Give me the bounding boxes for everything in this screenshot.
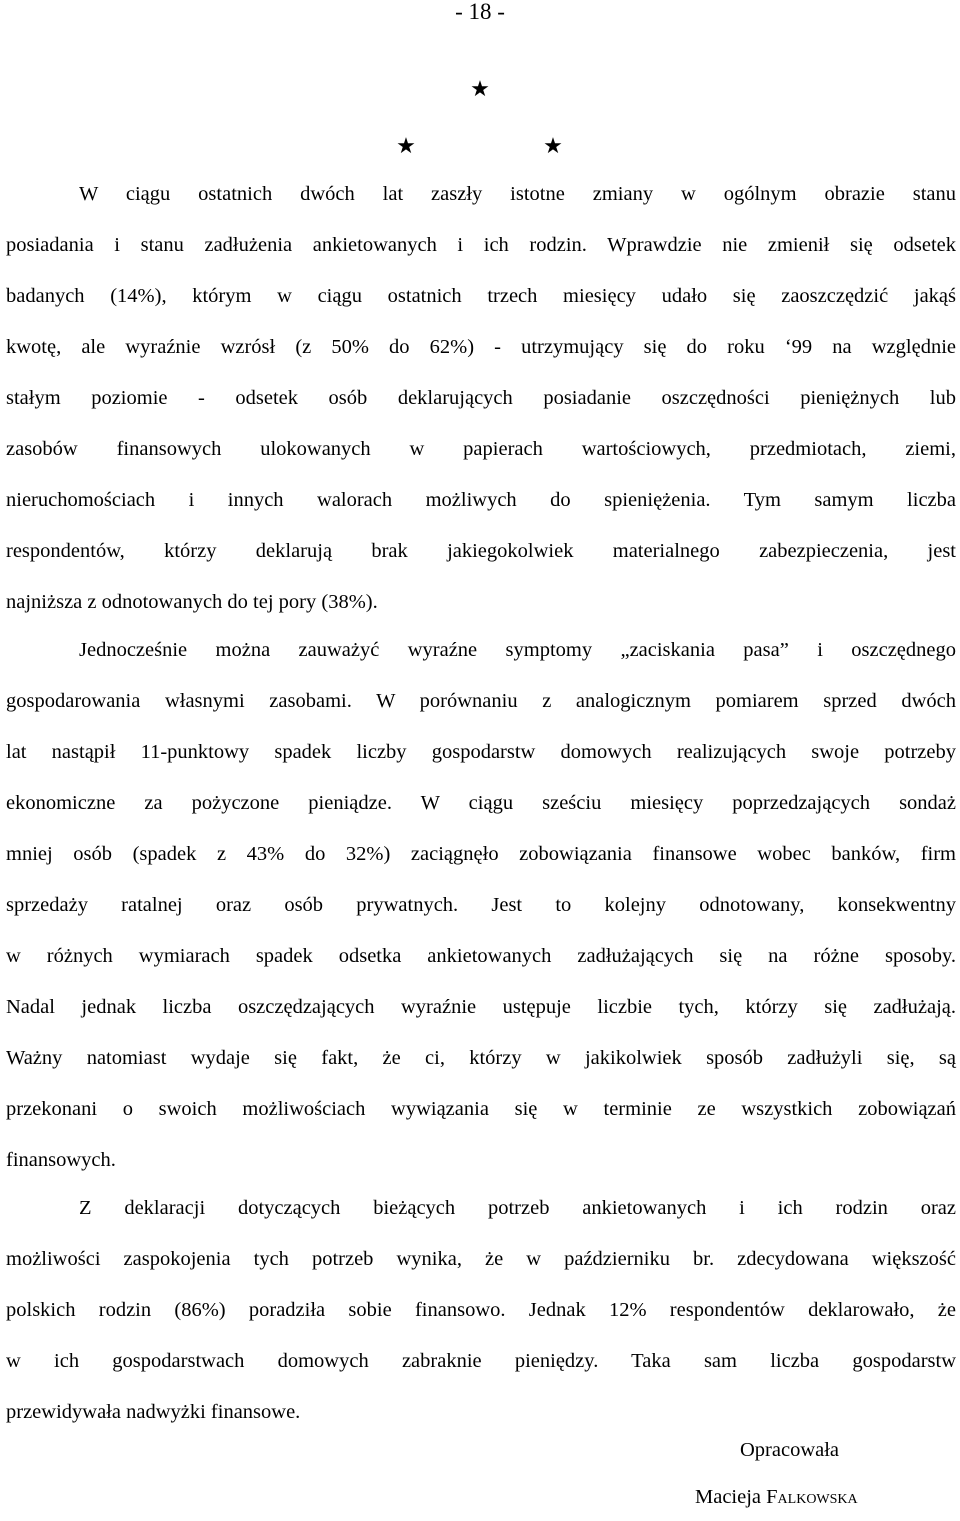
signature-last-name: Falkowska — [766, 1486, 858, 1508]
text-line: polskich rodzin (86%) poradziła sobie finansowo. Jednak 12% respondentów deklarowało, że — [6, 1299, 956, 1321]
text-line: Jednocześnie można zauważyć wyraźne symptomy „zaciskania pasa” i oszczędnego — [79, 639, 956, 661]
text-line: przewidywała nadwyżki finansowe. — [6, 1401, 301, 1423]
text-line: mniej osób (spadek z 43% do 32%) zaciągnęło zobowiązania finansowe wobec banków, firm — [6, 843, 956, 865]
signature-first-name: Macieja — [695, 1486, 762, 1508]
text-line: posiadania i stanu zadłużenia ankietowanych i ich rodzin. Wprawdzie nie zmienił się odsetek — [6, 234, 956, 256]
text-line: Ważny natomiast wydaje się fakt, że ci, którzy w jakikolwiek sposób zadłużyli się, są — [6, 1047, 956, 1069]
text-line: sprzedaży ratalnej oraz osób prywatnych. Jest to kolejny odnotowany, konsekwentny — [6, 894, 956, 916]
text-line: ekonomiczne za pożyczone pieniądze. W ciągu sześciu miesięcy poprzedzających sondaż — [6, 792, 956, 814]
text-line: gospodarowania własnymi zasobami. W porównaniu z analogicznym pomiarem sprzed dwóch — [6, 690, 956, 712]
text-line: respondentów, którzy deklarują brak jakiegokolwiek materialnego zabezpieczenia, jest — [6, 540, 956, 562]
text-line: najniższa z odnotowanych do tej pory (38%). — [6, 591, 378, 613]
text-line: przekonani o swoich możliwościach wywiązania się w terminie ze wszystkich zobowiązań — [6, 1098, 956, 1120]
paragraph-3 — [6, 1183, 956, 1438]
text-line: w ich gospodarstwach domowych zabraknie pieniędzy. Taka sam liczba gospodarstw — [6, 1350, 956, 1372]
text-line: możliwości zaspokojenia tych potrzeb wynika, że w październiku br. zdecydowana większość — [6, 1248, 956, 1270]
text-line: Z deklaracji dotyczących bieżących potrzeb ankietowanych i ich rodzin oraz — [79, 1197, 956, 1219]
text-line: Nadal jednak liczba oszczędzających wyraźnie ustępuje liczbie tych, którzy się zadłużają. — [6, 996, 956, 1018]
paragraph-2 — [6, 625, 956, 1186]
page-number: - 18 - — [455, 0, 505, 24]
signature-name — [695, 1482, 858, 1512]
paragraph-1 — [6, 169, 956, 628]
star-icon: ★ — [543, 133, 563, 158]
text-line: finansowych. — [6, 1149, 116, 1171]
text-line: badanych (14%), którym w ciągu ostatnich trzech miesięcy udało się zaoszczędzić jakąś — [6, 285, 956, 307]
text-line: nieruchomościach i innych walorach możliwych do spieniężenia. Tym samym liczba — [6, 489, 956, 511]
text-line: stałym poziomie - odsetek osób deklarujących posiadanie oszczędności pieniężnych lub — [6, 387, 956, 409]
star-icon: ★ — [396, 133, 416, 158]
text-line: zasobów finansowych ulokowanych w papierach wartościowych, przedmiotach, ziemi, — [6, 438, 956, 460]
star-icon: ★ — [470, 76, 490, 101]
text-line: lat nastąpił 11-punktowy spadek liczby gospodarstw domowych realizujących swoje potrzeby — [6, 741, 956, 763]
text-line: w różnych wymiarach spadek odsetka ankietowanych zadłużających się na różne sposoby. — [6, 945, 956, 967]
text-line: kwotę, ale wyraźnie wzrósł (z 50% do 62%) - utrzymujący się do roku ‘99 na względnie — [6, 336, 956, 358]
text-line: W ciągu ostatnich dwóch lat zaszły istotne zmiany w ogólnym obrazie stanu — [79, 183, 956, 205]
signature-role: Opracowała — [740, 1439, 840, 1461]
